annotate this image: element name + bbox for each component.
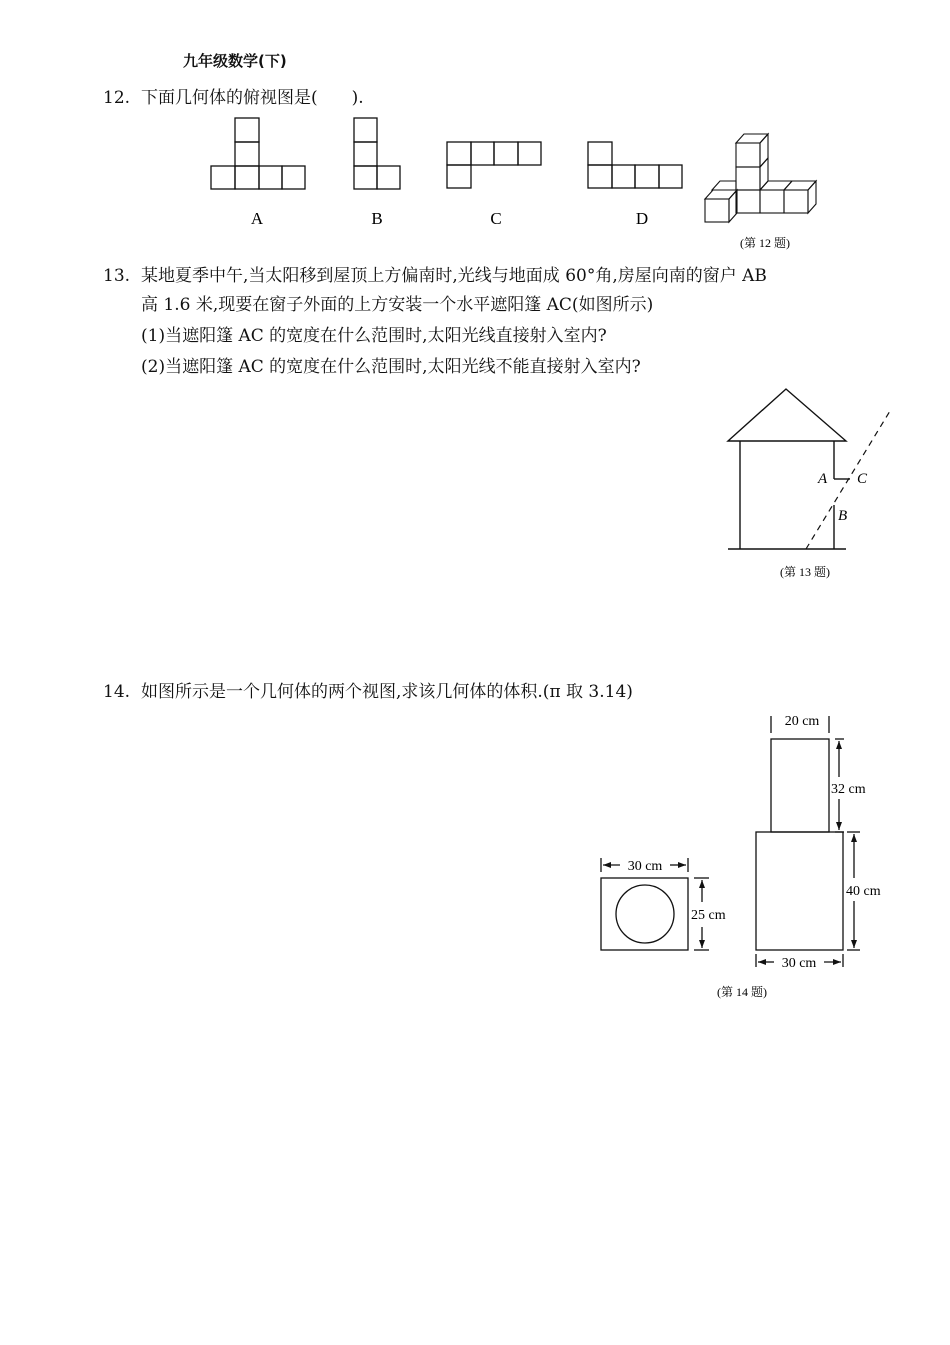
question-number: 12. [103, 88, 131, 108]
option-label-b: B [371, 209, 383, 228]
question-13-part2: (2)当遮阳篷 AC 的宽度在什么范围时,太阳光线不能直接射入室内? [141, 357, 641, 377]
q12-options-figure [0, 0, 950, 260]
front-view-top-block [771, 739, 829, 832]
question-text: 下面几何体的俯视图是( ). [141, 88, 364, 108]
label-a: A [818, 471, 828, 487]
dim-top-height: 32 cm [831, 782, 866, 797]
option-c-grid [447, 142, 541, 188]
two-views-figure [590, 705, 900, 1005]
question-13-part1: (1)当遮阳篷 AC 的宽度在什么范围时,太阳光线直接射入室内? [141, 326, 607, 346]
dim-side-height: 25 cm [691, 908, 726, 923]
question-number: 13. [103, 266, 131, 286]
label-c: C [857, 471, 868, 487]
question-text: 如图所示是一个几何体的两个视图,求该几何体的体积.(π 取 3.14) [141, 682, 633, 702]
dim-bottom-width: 30 cm [781, 956, 817, 971]
question-13-line2: 高 1.6 米,现要在窗子外面的上方安装一个水平遮阳篷 AC(如图所示) [141, 295, 654, 315]
question-text: 某地夏季中午,当太阳移到屋顶上方偏南时,光线与地面成 60°角,房屋向南的窗户 AB [141, 266, 767, 286]
q12-caption: (第 12 题) [740, 236, 790, 250]
front-view-bottom-block [756, 832, 843, 950]
option-label-d: D [635, 209, 649, 228]
house-figure [700, 380, 920, 590]
page-header: 九年级数学(下) [183, 52, 287, 70]
q14-caption: (第 14 题) [717, 985, 767, 999]
question-14 [103, 678, 633, 706]
label-b: B [838, 508, 848, 524]
side-view-circle [616, 885, 674, 943]
dim-bottom-height: 40 cm [846, 884, 881, 899]
q13-caption: (第 13 题) [780, 565, 830, 579]
question-number: 14. [103, 682, 131, 702]
option-label-a: A [250, 209, 264, 228]
dim-top-width: 20 cm [784, 714, 820, 729]
question-13-line1 [103, 262, 767, 290]
option-b-grid [354, 118, 400, 189]
roof [728, 389, 846, 441]
side-view-rect [601, 878, 688, 950]
cube-solid-drawing [705, 134, 816, 222]
option-label-c: C [490, 209, 502, 228]
option-d-grid [588, 142, 682, 188]
dim-side-width: 30 cm [627, 859, 663, 874]
option-a-grid [211, 118, 305, 189]
